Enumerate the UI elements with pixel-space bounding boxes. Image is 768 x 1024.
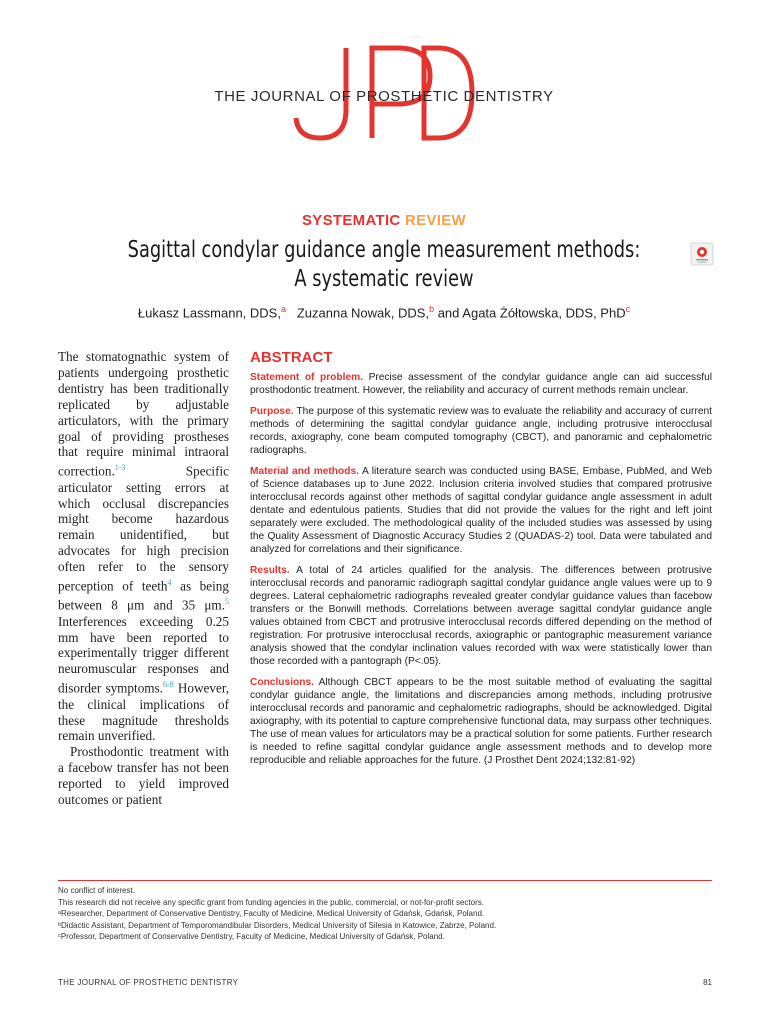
footnote: This research did not receive any specific grant from funding agencies in the public, commercial, or not-for-profit sectors.: [58, 897, 484, 907]
page-number: 81: [703, 978, 712, 987]
article-type-label: [0, 212, 768, 229]
footnotes: [58, 885, 712, 943]
abstract: [250, 349, 712, 775]
intro-text: as being between 8 μm and 35 μm.: [58, 578, 229, 613]
abstract-section-text: The purpose of this systematic review was to evaluate the reliability and accuracy of current methods of determining the sagittal condylar guidance angle, including protrusive interocclusal records, axiography, cone beam computed tomography (CBCT), and panoramic and cephalometric radiographs.: [250, 406, 712, 456]
footnote: No conflict of interest.: [58, 886, 135, 895]
author-3: Agata Żółtowska, DDS, PhD: [462, 305, 626, 321]
article-title-line1: Sagittal condylar guidance angle measurement methods:: [127, 237, 641, 263]
abstract-statement-of-problem: [250, 371, 712, 397]
abstract-section-label: Purpose.: [250, 406, 294, 417]
check-for-updates-icon[interactable]: [690, 242, 714, 266]
running-footer-journal: THE JOURNAL OF PROSTHETIC DENTISTRY: [58, 978, 239, 987]
introduction-column: [58, 349, 229, 808]
author-3-affiliation[interactable]: c: [625, 304, 631, 314]
author-1-affiliation[interactable]: a: [280, 304, 286, 314]
abstract-section-text: A literature search was conducted using BASE, Embase, PubMed, and Web of Science databases up to June 2022. Inclusion criteria involved studies that compared protrusive interocclusal records against other methods of sagittal condylar guidance angle assessment in adult dentate and edentulous patients. Studies that did not provide the values for the right and left joint separately were excluded. The methodological quality of the included studies was assessed by using the Quality Assessment of Diagnostic Accuracy Studies 2 (QUADAS-2) tool. Data were tabulated and analyzed for correlations and their significance.: [250, 466, 713, 555]
abstract-results: [250, 564, 712, 668]
footnote-divider: [58, 880, 712, 881]
abstract-section-text: Precise assessment of the condylar guidance angle can aid successful prosthodontic treatment. However, the reliability and accuracy of current methods remain unclear.: [250, 372, 712, 396]
abstract-purpose: [250, 405, 712, 457]
abstract-heading: ABSTRACT: [250, 349, 333, 366]
abstract-section-label: Material and methods.: [250, 466, 359, 477]
intro-text: The stomatognathic system of patients undergoing prosthetic dentistry has been traditionally replicated by adjustable articulators, with the primary goal of providing prostheses that require minimal intraoral correction.: [58, 349, 229, 479]
intro-text: Specific articulator setting errors at which occlusal discrepancies might become hazardous remain unidentified, but advocates for high precision often refer to the sensory perception of teeth: [58, 463, 229, 594]
author-list: [0, 304, 768, 320]
abstract-conclusions: [250, 676, 712, 767]
citation-link[interactable]: 1-3: [114, 463, 126, 473]
abstract-section-text: A total of 24 articles qualified for the analysis. The differences between protrusive interocclusal records and panoramic radiograph sagittal condylar guidance angle values were up to 9 degrees. Lateral cephalometric radiographs revealed greater condylar guidance values than facebow transfers or the Bonwill methods. Correlations between average sagittal condylar guidance angle values obtained from CBCT and protrusive interocclusal records differed depending on the method of registration. For protrusive interocclusal records, axiographic or pantographic measurement variance analysis showed that the condylar inclination values recorded with wax were statistically lower than those recorded with a pantograph (P<.05).: [250, 565, 712, 667]
citation-link[interactable]: 6-8: [162, 680, 174, 690]
author-conjunction: and: [437, 305, 463, 321]
abstract-section-label: Results.: [250, 565, 290, 576]
author-2: Zuzanna Nowak, DDS,: [296, 305, 430, 321]
article-type-word2: REVIEW: [405, 212, 466, 229]
article-title-line2: A systematic review: [294, 266, 474, 292]
intro-text: However, the clinical implications of these magnitude thresholds remain unverified.: [58, 680, 229, 744]
author-2-affiliation[interactable]: b: [429, 304, 435, 314]
intro-paragraph-1: [58, 349, 229, 744]
citation-link[interactable]: 4: [167, 578, 172, 588]
author-1: Łukasz Lassmann, DDS,: [137, 305, 281, 321]
abstract-section-label: Statement of problem.: [250, 372, 364, 383]
journal-title: THE JOURNAL OF PROSTHETIC DENTISTRY: [214, 88, 554, 105]
intro-paragraph-2: Prosthodontic treatment with a facebow transfer has not been reported to yield improved outcomes or patient: [58, 744, 229, 808]
abstract-section-label: Conclusions.: [250, 677, 314, 688]
footnote: ᵃResearcher, Department of Conservative Dentistry, Faculty of Medicine, Medical University of Gdańsk, Gdańsk, Poland.: [58, 909, 485, 918]
footnote: ᵇDidactic Assistant, Department of Temporomandibular Disorders, Medical University of Silesia in Katowice, Zabrze, Poland.: [58, 920, 497, 930]
article-title: [105, 236, 662, 294]
citation-link[interactable]: 5: [225, 597, 229, 607]
abstract-section-text: Although CBCT appears to be the most suitable method of evaluating the sagittal condylar guidance angle, the limitations and discrepancies among methods, including protrusive interocclusal records and panoramic and cephalometric radiographs, should be acknowledged. Digital axiography, with its potential to capture comprehensive functional data, may surpass other techniques. The use of mean values for articulators may be a practical solution for some patients. Further research is needed to refine sagittal condylar guidance angle assessment methods and to develop more reproducible and reliable approaches for the future. (J Prosthet Dent 2024;132:81-92): [250, 677, 712, 766]
intro-text: Interferences exceeding 0.25 mm have been reported to experimentally trigger different neuromuscular responses and disorder symptoms.: [58, 613, 229, 696]
abstract-material-and-methods: [250, 465, 712, 556]
footnote: ᶜProfessor, Department of Conservative Dentistry, Faculty of Medicine, Medical University of Gdańsk, Poland.: [58, 932, 445, 941]
article-type-word1: SYSTEMATIC: [301, 212, 401, 229]
